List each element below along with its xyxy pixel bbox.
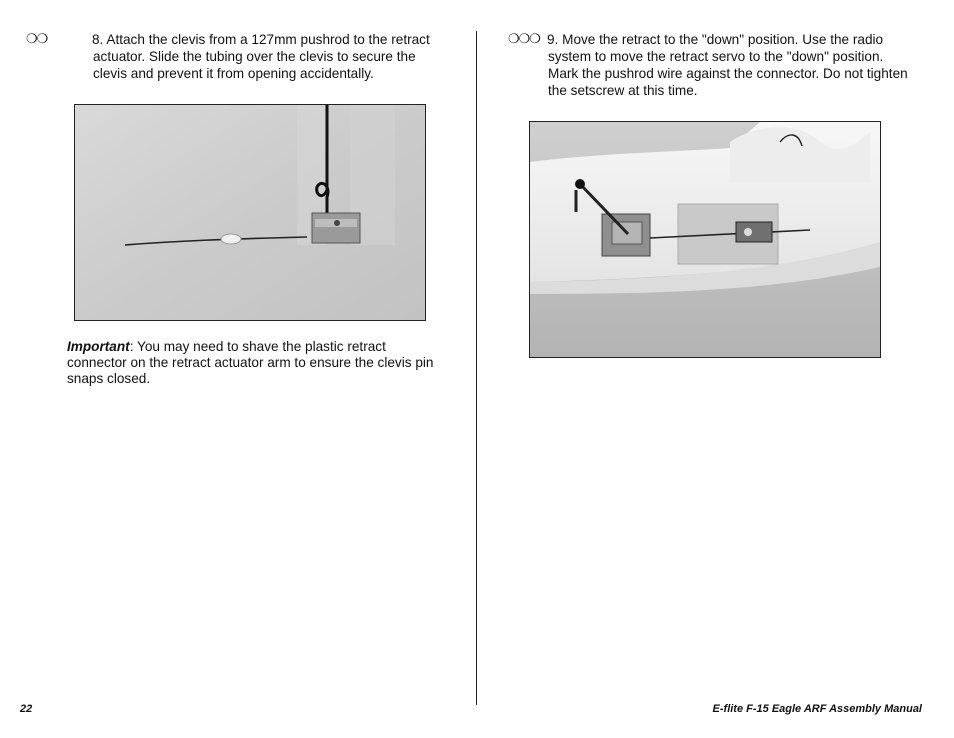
step-text xyxy=(93,31,453,82)
manual-title: E-flite F-15 Eagle ARF Assembly Manual xyxy=(712,703,922,715)
step-checkboxes[interactable]: ❍❍ xyxy=(26,32,48,47)
retract-down-position-photo xyxy=(529,121,881,358)
clevis-pushrod-photo xyxy=(74,104,426,321)
step-instructions: Attach the clevis from a 127mm pushrod to the retract actuator. Slide the tubing over the clevis to secure the clevis and prevent it from opening accidentally. xyxy=(93,32,430,81)
step-instructions: Move the retract to the "down" position. Use the radio system to move the retract servo to the "down" position. Mark the pushrod wire against the connector. Do not tighten the setscrew at this time. xyxy=(548,32,908,98)
important-text: : You may need to shave the plastic retract connector on the retract actuator arm to ensure the clevis pin snaps closed. xyxy=(67,339,434,386)
step-number: 9. xyxy=(547,32,559,47)
page-number: 22 xyxy=(20,703,33,715)
step-text xyxy=(548,31,910,99)
important-label: Important xyxy=(67,339,130,354)
retract-servo-illustration xyxy=(530,122,880,357)
clevis-pushrod-illustration xyxy=(75,105,425,320)
important-note xyxy=(67,339,439,387)
column-divider xyxy=(476,31,477,705)
step-number: 8. xyxy=(92,32,104,47)
step-checkboxes[interactable]: ❍❍❍ xyxy=(508,32,540,47)
